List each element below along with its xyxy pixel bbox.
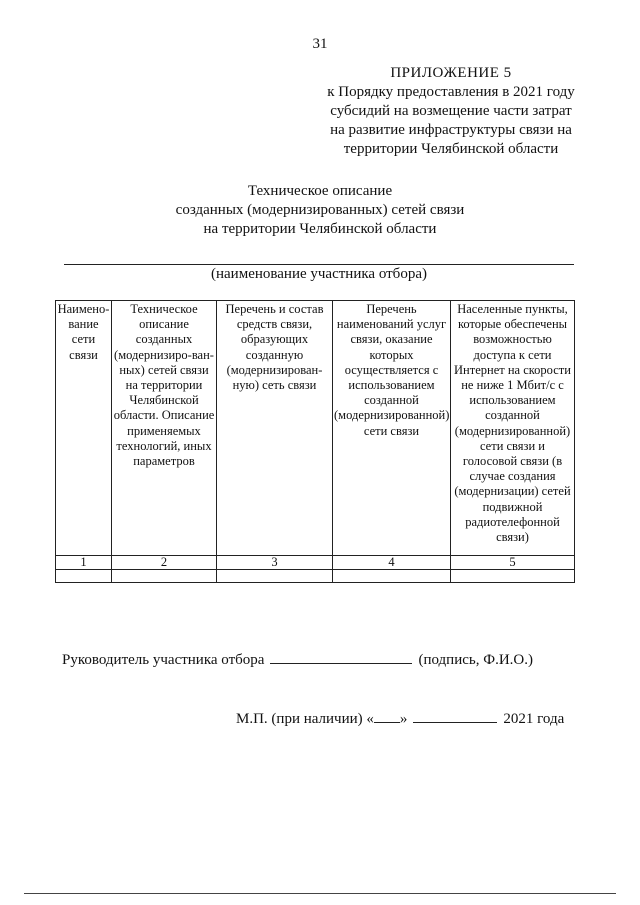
table-cell (56, 570, 112, 583)
stamp-year: 2021 года (503, 711, 565, 727)
header-cell-services-list: Перечень наименований услуг связи, оказание которых осуществляется с использованием созданной (модернизированной) сети связи (333, 301, 451, 556)
stamp-label: М.П. (при наличии) « (236, 711, 374, 727)
column-number: 2 (112, 556, 217, 570)
page-bottom-rule (24, 893, 616, 894)
table-row (56, 570, 575, 583)
stamp-quote-close: » (399, 711, 408, 727)
header-cell-network-name: Наимено-вание сети связи (56, 301, 112, 556)
signature-label: Руководитель участника отбора (62, 652, 265, 668)
appendix-line: к Порядку предоставления в 2021 году (327, 84, 575, 100)
table-cell (451, 570, 575, 583)
signature-hint: (подпись, Ф.И.О.) (418, 652, 533, 668)
column-number: 1 (56, 556, 112, 570)
title-line: Техническое описание (247, 183, 393, 199)
page-number: 31 (312, 36, 328, 52)
appendix-block (296, 64, 606, 159)
month-blank (413, 709, 497, 723)
description-table (55, 300, 575, 583)
stamp-date-line (236, 709, 576, 728)
table-cell (217, 570, 333, 583)
signature-blank (270, 650, 412, 664)
appendix-line: на развитие инфраструктуры связи на (330, 122, 572, 138)
appendix-line: субсидий на возмещение части затрат (330, 103, 572, 119)
column-number: 4 (333, 556, 451, 570)
appendix-line: территории Челябинской области (343, 141, 559, 157)
table-cell (112, 570, 217, 583)
column-number: 3 (217, 556, 333, 570)
signature-line (62, 650, 582, 669)
title-line: на территории Челябинской области (203, 221, 437, 237)
header-cell-technical-description: Техническое описание созданных (модернизиро-ван-ных) сетей связи на территории Челябинской области. Описание применяемых технологий, иных параметров (112, 301, 217, 556)
table-header-row (56, 301, 575, 556)
column-number: 5 (451, 556, 575, 570)
document-title (100, 182, 540, 239)
day-blank (374, 709, 400, 723)
header-cell-settlements: Населенные пункты, которые обеспечены возможностью доступа к сети Интернет на скорости не ниже 1 Мбит/с с использованием созданной (модернизированной) сети связи и голосовой связи (в случае создания (модернизации) сетей подвижной радиотелефонной связи) (451, 301, 575, 556)
appendix-heading: ПРИЛОЖЕНИЕ 5 (390, 65, 512, 81)
participant-name-line (64, 264, 574, 265)
title-line: созданных (модернизированных) сетей связи (175, 202, 465, 218)
header-cell-equipment-list: Перечень и состав средств связи, образующих созданную (модернизирован-ную) сеть связи (217, 301, 333, 556)
participant-name-caption: (наименование участника отбора) (211, 266, 427, 282)
table-cell (333, 570, 451, 583)
table-number-row (56, 556, 575, 570)
